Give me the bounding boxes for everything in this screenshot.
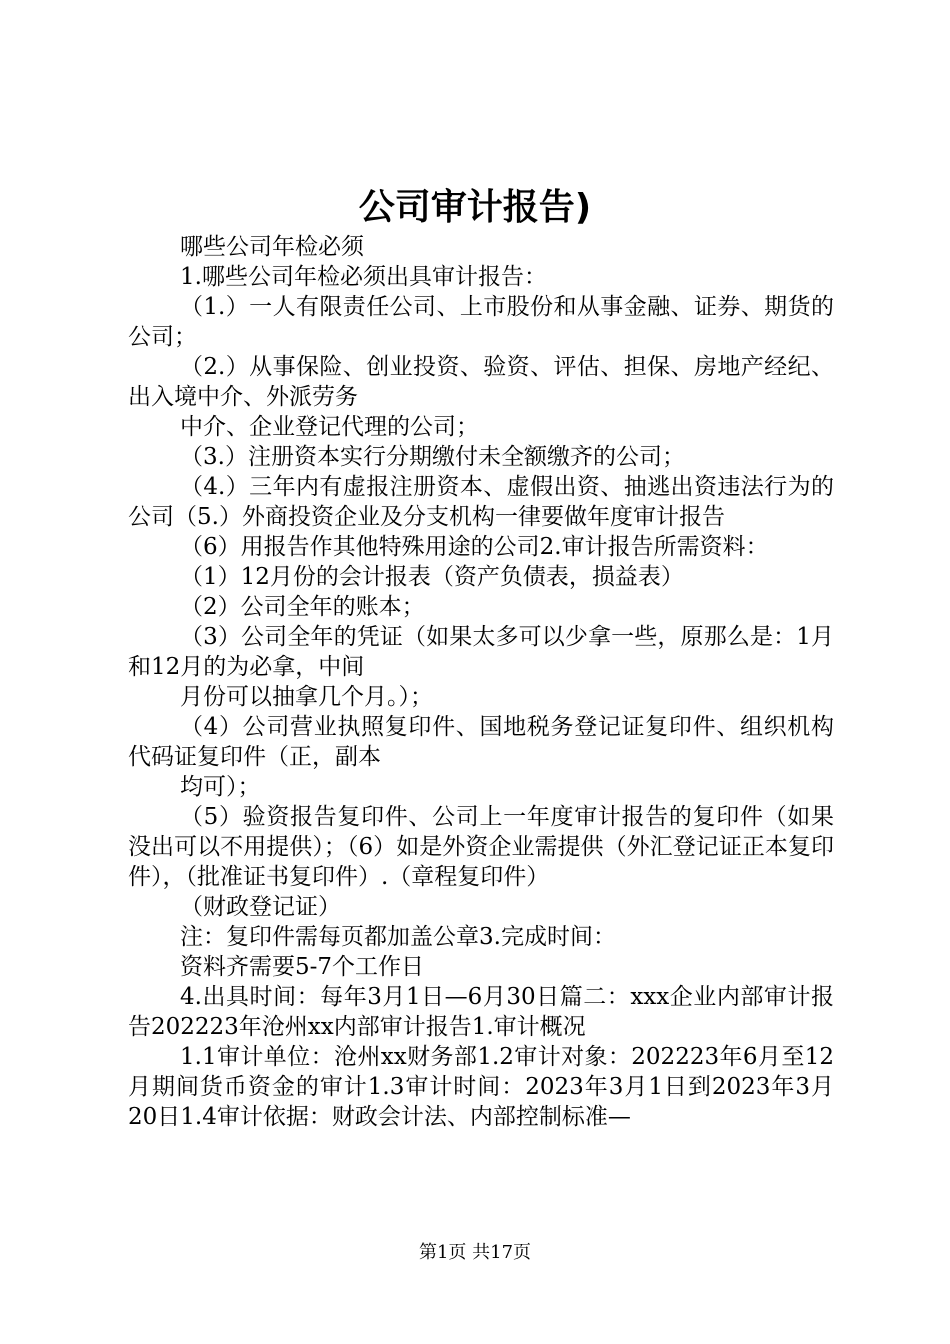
paragraph-4: （2.）从事保险、创业投资、验资、评估、担保、房地产经纪、出入境中介、外派劳务 (128, 354, 834, 410)
paragraph-17: 注：复印件需每页都加盖公章3.完成时间： (180, 924, 616, 950)
paragraph-14: 均可）； (180, 774, 261, 800)
paragraph-1: 哪些公司年检必须 (180, 234, 364, 260)
paragraph-13: （4）公司营业执照复印件、国地税务登记证复印件、组织机构代码证复印件（正，副本 (128, 714, 834, 770)
paragraph-16: （财政登记证） (180, 894, 341, 920)
paragraph-19: 4.出具时间：每年3月1日—6月30日篇二：xxx企业内部审计报告202223年沧州xx内部审计报告1.审计概况 (128, 984, 834, 1040)
page-footer: 第1页 共17页 (418, 1242, 532, 1263)
paragraph-3: （1.）一人有限责任公司、上市股份和从事金融、证券、期货的公司； (128, 294, 834, 350)
document-title: 公司审计报告) (358, 187, 592, 228)
paragraph-10: （2）公司全年的账本； (180, 594, 425, 620)
paragraph-15: （5）验资报告复印件、公司上一年度审计报告的复印件（如果没出可以不用提供）；（6）如是外资企业需提供（外汇登记证正本复印件），（批准证书复印件）.（章程复印件） (128, 804, 834, 890)
paragraph-5: 中介、企业登记代理的公司； (180, 414, 479, 440)
paragraph-6: （3.）注册资本实行分期缴付未全额缴齐的公司； (180, 444, 685, 470)
paragraph-7: （4.）三年内有虚报注册资本、虚假出资、抽逃出资违法行为的公司（5.）外商投资企业及分支机构一律要做年度审计报告 (128, 474, 834, 530)
paragraph-12: 月份可以抽拿几个月。）； (180, 684, 433, 710)
paragraph-20: 1.1审计单位：沧州xx财务部1.2审计对象：202223年6月至12月期间货币资金的审计1.3审计时间：2023年3月1日到2023年3月20日1.4审计依据：财政会计法、内部控制标准— (128, 1044, 834, 1130)
paragraph-11: （3）公司全年的凭证（如果太多可以少拿一些，原那么是：1月和12月的为必拿，中间 (128, 624, 834, 680)
paragraph-9: （1）12月份的会计报表（资产负债表，损益表） (180, 564, 684, 590)
paragraph-8: （6）用报告作其他特殊用途的公司2.审计报告所需资料： (180, 534, 769, 560)
document-body (128, 232, 834, 1132)
paragraph-18: 资料齐需要5-7个工作日 (180, 954, 425, 980)
paragraph-2: 1.哪些公司年检必须出具审计报告： (180, 264, 547, 290)
